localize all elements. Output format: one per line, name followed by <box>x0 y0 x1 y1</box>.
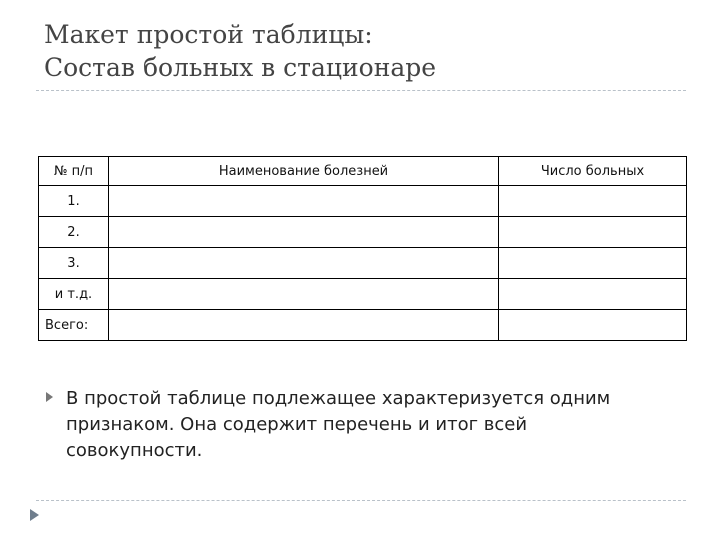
row-disease-name <box>109 279 499 310</box>
row-number: и т.д. <box>39 279 109 310</box>
row-number: 3. <box>39 248 109 279</box>
table-row <box>39 217 687 248</box>
bottom-divider <box>36 500 686 501</box>
row-disease-name <box>109 186 499 217</box>
total-label: Всего: <box>39 310 109 341</box>
bullet-arrow-icon <box>46 392 53 402</box>
corner-arrow-icon <box>30 509 39 521</box>
row-patient-count <box>499 279 687 310</box>
table-row <box>39 186 687 217</box>
row-number: 2. <box>39 217 109 248</box>
simple-table <box>38 156 687 341</box>
row-patient-count <box>499 217 687 248</box>
header-patient-count: Число больных <box>499 157 687 186</box>
header-number: № п/п <box>39 157 109 186</box>
row-patient-count <box>499 186 687 217</box>
row-number: 1. <box>39 186 109 217</box>
header-disease-name: Наименование болезней <box>109 157 499 186</box>
row-patient-count <box>499 248 687 279</box>
top-divider <box>36 90 686 91</box>
row-disease-name <box>109 217 499 248</box>
row-disease-name <box>109 248 499 279</box>
bullet-text: В простой таблице подлежащее характеризуется одним признаком. Она содержит перечень и итог всей совокупности. <box>66 388 611 461</box>
table-total-row <box>39 310 687 341</box>
table-row <box>39 248 687 279</box>
table-header-row <box>39 157 687 186</box>
total-patient-count <box>499 310 687 341</box>
slide-title <box>44 18 436 84</box>
table-row <box>39 279 687 310</box>
total-disease-name <box>109 310 499 341</box>
title-line-1: Макет простой таблицы: <box>44 20 373 49</box>
title-line-2: Состав больных в стационаре <box>44 53 437 82</box>
